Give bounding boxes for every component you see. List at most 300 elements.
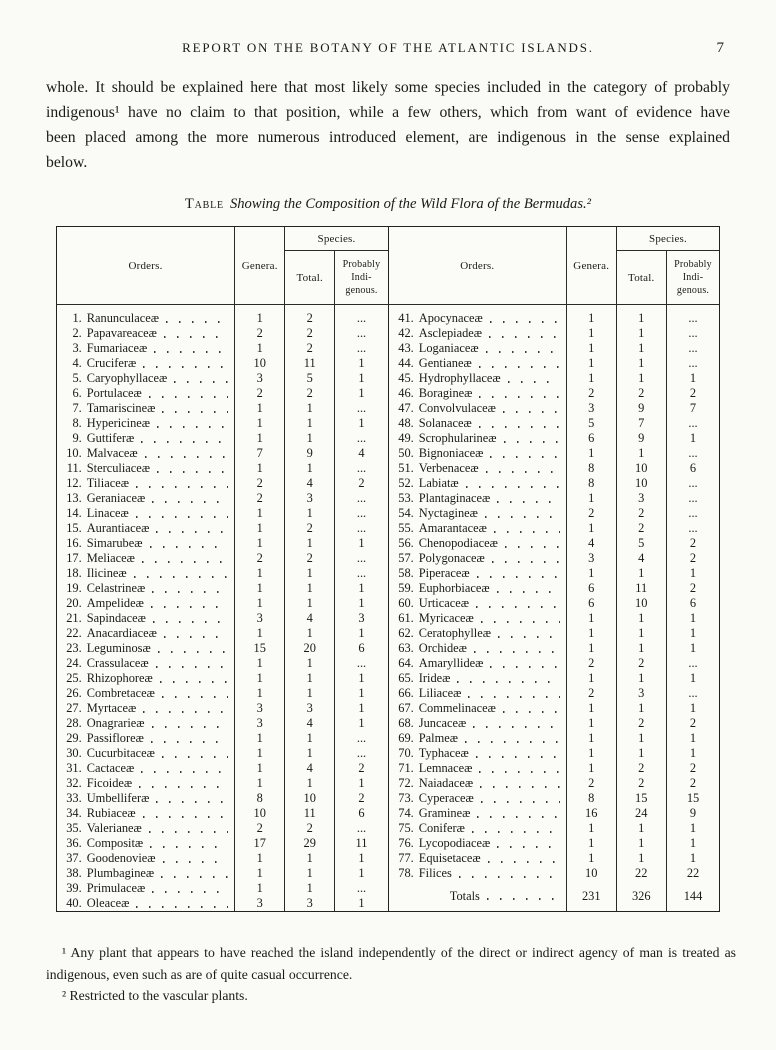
order-cell xyxy=(388,341,566,356)
order-name: Guttiferæ xyxy=(86,431,135,445)
indigenous-cell: ... xyxy=(335,746,388,761)
indigenous-cell: 1 xyxy=(335,581,388,596)
leader-dots xyxy=(472,831,560,833)
order-cell xyxy=(388,506,566,521)
order-cell-content xyxy=(389,791,566,806)
genera-cell: 1 xyxy=(566,731,616,746)
genera-cell: 2 xyxy=(566,386,616,401)
total-cell: 15 xyxy=(616,791,666,806)
order-cell-content xyxy=(389,731,566,746)
indigenous-cell: ... xyxy=(666,521,719,536)
total-cell: 11 xyxy=(285,806,335,821)
leader-dots xyxy=(465,741,560,743)
order-cell-content xyxy=(389,836,566,851)
col-header-probably-indigenous: Probably Indi-genous. xyxy=(666,251,719,305)
order-cell-content xyxy=(57,851,235,866)
table-row xyxy=(57,791,388,806)
col-header-genera: Genera. xyxy=(235,227,285,305)
leader-dots xyxy=(164,636,228,638)
indigenous-cell: 1 xyxy=(335,716,388,731)
order-name: Myricaceæ xyxy=(418,611,474,625)
order-number: 54. xyxy=(398,506,414,520)
indigenous-cell: 1 xyxy=(666,671,719,686)
total-cell: 1 xyxy=(616,566,666,581)
genera-cell: 1 xyxy=(235,881,285,896)
order-number: 47. xyxy=(398,401,414,415)
order-number: 73. xyxy=(398,791,414,805)
leader-dots xyxy=(143,711,228,713)
table-row xyxy=(388,806,719,821)
table-row xyxy=(388,731,719,746)
order-number: 9. xyxy=(72,431,82,445)
indigenous-cell: 1 xyxy=(335,686,388,701)
table-row xyxy=(388,821,719,836)
order-cell xyxy=(388,806,566,821)
order-cell-content xyxy=(57,341,235,356)
genera-cell: 2 xyxy=(235,551,285,566)
genera-cell: 2 xyxy=(235,386,285,401)
order-number: 29. xyxy=(66,731,82,745)
order-name: Typhaceæ xyxy=(418,746,469,760)
order-name: Sapindaceæ xyxy=(86,611,146,625)
table-row xyxy=(388,386,719,401)
indigenous-cell: ... xyxy=(335,431,388,446)
indigenous-cell: 1 xyxy=(666,746,719,761)
leader-dots xyxy=(459,876,560,878)
order-name: Juncaceæ xyxy=(418,716,467,730)
total-cell: 1 xyxy=(285,416,335,431)
order-number: 3. xyxy=(72,341,82,355)
indigenous-cell: 1 xyxy=(666,641,719,656)
flora-table xyxy=(56,226,721,912)
order-name: Piperaceæ xyxy=(418,566,470,580)
leader-dots xyxy=(150,846,228,848)
order-cell-content xyxy=(57,356,235,371)
genera-cell: 8 xyxy=(235,791,285,806)
order-number: 17. xyxy=(66,551,82,565)
order-name: Plantaginaceæ xyxy=(418,491,491,505)
leader-dots xyxy=(492,561,560,563)
order-number: 7. xyxy=(72,401,82,415)
order-name: Onagrarieæ xyxy=(86,716,145,730)
total-cell: 2 xyxy=(285,341,335,356)
order-cell-content xyxy=(389,656,566,671)
order-cell xyxy=(57,596,235,611)
order-number: 33. xyxy=(66,791,82,805)
order-cell-content xyxy=(389,701,566,716)
order-cell-content xyxy=(57,401,235,416)
total-cell: 4 xyxy=(285,761,335,776)
table-row xyxy=(388,476,719,491)
genera-cell: 2 xyxy=(235,821,285,836)
total-cell: 2 xyxy=(616,716,666,731)
indigenous-cell: ... xyxy=(335,821,388,836)
order-cell xyxy=(388,551,566,566)
table-header-left xyxy=(57,227,388,305)
total-cell: 1 xyxy=(616,821,666,836)
total-cell: 22 xyxy=(616,866,666,881)
caption-body: Showing the Composition of the Wild Flora of the Bermudas.² xyxy=(229,196,592,212)
genera-cell: 8 xyxy=(566,461,616,476)
order-cell-content xyxy=(57,416,235,431)
genera-cell: 1 xyxy=(235,776,285,791)
genera-cell: 1 xyxy=(566,566,616,581)
order-number: 57. xyxy=(398,551,414,565)
order-cell xyxy=(57,746,235,761)
order-cell xyxy=(388,356,566,371)
table-row xyxy=(388,431,719,446)
indigenous-cell: ... xyxy=(335,506,388,521)
totals-row xyxy=(388,881,719,911)
indigenous-cell: 6 xyxy=(335,806,388,821)
leader-dots xyxy=(476,756,560,758)
leader-dots xyxy=(473,726,560,728)
indigenous-cell: 1 xyxy=(335,596,388,611)
order-number: 44. xyxy=(398,356,414,370)
order-name: Crassulaceæ xyxy=(86,656,149,670)
order-name: Leguminosæ xyxy=(86,641,151,655)
total-cell: 1 xyxy=(285,866,335,881)
indigenous-cell: 2 xyxy=(666,716,719,731)
col-header-species: Species. xyxy=(616,227,719,251)
order-cell-content xyxy=(57,491,235,506)
table-row xyxy=(57,851,388,866)
table-row xyxy=(57,866,388,881)
order-cell xyxy=(57,641,235,656)
total-cell: 1 xyxy=(616,326,666,341)
leader-dots xyxy=(161,876,228,878)
order-number: 18. xyxy=(66,566,82,580)
order-cell-content xyxy=(389,326,566,341)
indigenous-cell: ... xyxy=(666,656,719,671)
order-cell-content xyxy=(389,641,566,656)
leader-dots xyxy=(134,576,229,578)
order-cell xyxy=(57,791,235,806)
order-name: Aurantiaceæ xyxy=(86,521,150,535)
total-cell: 1 xyxy=(616,626,666,641)
indigenous-cell: 1 xyxy=(335,671,388,686)
total-cell: 1 xyxy=(616,731,666,746)
genera-cell: 2 xyxy=(566,656,616,671)
genera-cell: 3 xyxy=(235,716,285,731)
order-cell xyxy=(388,581,566,596)
indigenous-cell: ... xyxy=(335,461,388,476)
order-cell xyxy=(57,476,235,491)
leader-dots xyxy=(468,696,559,698)
order-name: Gramineæ xyxy=(418,806,471,820)
order-cell xyxy=(388,566,566,581)
genera-cell: 3 xyxy=(566,551,616,566)
indigenous-cell: 2 xyxy=(666,386,719,401)
leader-dots xyxy=(139,786,228,788)
col-header-total: Total. xyxy=(616,251,666,305)
order-number: 77. xyxy=(398,851,414,865)
order-name: Malvaceæ xyxy=(86,446,138,460)
indigenous-cell: 1 xyxy=(335,416,388,431)
order-cell xyxy=(388,611,566,626)
table-row xyxy=(57,476,388,491)
order-number: 8. xyxy=(72,416,82,430)
order-name: Orchideæ xyxy=(418,641,467,655)
total-cell: 7 xyxy=(616,416,666,431)
leader-dots xyxy=(166,321,228,323)
genera-cell: 1 xyxy=(235,506,285,521)
genera-cell: 2 xyxy=(235,326,285,341)
table-row xyxy=(388,656,719,671)
order-number: 2. xyxy=(72,326,82,340)
leader-dots xyxy=(504,441,560,443)
genera-cell: 1 xyxy=(566,746,616,761)
order-cell xyxy=(57,656,235,671)
order-number: 46. xyxy=(398,386,414,400)
order-cell-content xyxy=(389,416,566,431)
total-cell: 1 xyxy=(285,686,335,701)
order-cell-content xyxy=(57,476,235,491)
total-cell: 1 xyxy=(616,746,666,761)
total-cell: 1 xyxy=(285,746,335,761)
indigenous-cell: ... xyxy=(335,401,388,416)
genera-cell: 1 xyxy=(235,461,285,476)
col-header-orders: Orders. xyxy=(57,227,235,305)
leader-dots xyxy=(156,801,228,803)
total-cell: 2 xyxy=(285,386,335,401)
indigenous-cell: 2 xyxy=(666,761,719,776)
leader-dots xyxy=(156,531,228,533)
total-cell: 1 xyxy=(616,341,666,356)
order-cell xyxy=(57,305,235,327)
order-number: 1. xyxy=(72,311,82,325)
table-row xyxy=(57,821,388,836)
page-number: 7 xyxy=(716,40,724,56)
genera-cell: 1 xyxy=(566,326,616,341)
order-cell xyxy=(57,851,235,866)
table-row xyxy=(57,896,388,911)
order-name: Scrophularineæ xyxy=(418,431,497,445)
leader-dots xyxy=(490,456,559,458)
genera-cell: 1 xyxy=(566,701,616,716)
table-row xyxy=(57,626,388,641)
order-cell-content xyxy=(57,776,235,791)
indigenous-cell: 1 xyxy=(335,536,388,551)
order-number: 60. xyxy=(398,596,414,610)
order-cell-content xyxy=(389,581,566,596)
genera-cell: 1 xyxy=(566,371,616,386)
order-name: Tamariscineæ xyxy=(86,401,156,415)
table-row xyxy=(388,866,719,881)
order-name: Liliaceæ xyxy=(418,686,462,700)
order-cell xyxy=(388,446,566,461)
order-name: Cyperaceæ xyxy=(418,791,474,805)
running-header xyxy=(46,40,730,60)
order-number: 64. xyxy=(398,656,414,670)
table-row xyxy=(388,566,719,581)
table-row xyxy=(388,551,719,566)
genera-cell: 1 xyxy=(235,671,285,686)
order-cell xyxy=(57,881,235,896)
order-cell-content xyxy=(389,386,566,401)
order-number: 53. xyxy=(398,491,414,505)
order-name: Umbelliferæ xyxy=(86,791,150,805)
leader-dots xyxy=(466,486,560,488)
table-row xyxy=(388,746,719,761)
order-number: 19. xyxy=(66,581,82,595)
indigenous-cell: 22 xyxy=(666,866,719,881)
total-cell: 1 xyxy=(285,656,335,671)
order-name: Celastrineæ xyxy=(86,581,146,595)
total-cell: 1 xyxy=(285,596,335,611)
genera-cell: 1 xyxy=(235,596,285,611)
leader-dots xyxy=(497,591,560,593)
totals-genera-cell: 231 xyxy=(566,881,616,911)
indigenous-cell: 6 xyxy=(335,641,388,656)
col-header-orders: Orders. xyxy=(388,227,566,305)
order-name: Solanaceæ xyxy=(418,416,472,430)
order-cell xyxy=(57,536,235,551)
table-row xyxy=(388,581,719,596)
table-row xyxy=(388,626,719,641)
order-number: 49. xyxy=(398,431,414,445)
leader-dots xyxy=(163,861,229,863)
table-row xyxy=(57,521,388,536)
total-cell: 3 xyxy=(616,686,666,701)
genera-cell: 1 xyxy=(566,446,616,461)
leader-dots xyxy=(151,741,228,743)
genera-cell: 1 xyxy=(566,341,616,356)
indigenous-cell: 1 xyxy=(335,896,388,911)
leader-dots xyxy=(490,321,560,323)
genera-cell: 17 xyxy=(235,836,285,851)
table-row xyxy=(57,701,388,716)
indigenous-cell: 2 xyxy=(335,791,388,806)
order-cell xyxy=(388,641,566,656)
col-header-genera: Genera. xyxy=(566,227,616,305)
order-cell-content xyxy=(57,626,235,641)
indigenous-cell: 2 xyxy=(335,476,388,491)
table-row xyxy=(57,446,388,461)
order-number: 39. xyxy=(66,881,82,895)
genera-cell: 1 xyxy=(566,716,616,731)
order-name: Ampelideæ xyxy=(86,596,144,610)
indigenous-cell: 6 xyxy=(666,596,719,611)
genera-cell: 1 xyxy=(566,626,616,641)
indigenous-cell: 2 xyxy=(335,761,388,776)
genera-cell: 1 xyxy=(566,521,616,536)
order-name: Equisetaceæ xyxy=(418,851,481,865)
leader-dots xyxy=(152,726,229,728)
total-cell: 1 xyxy=(285,401,335,416)
order-number: 15. xyxy=(66,521,82,535)
leader-dots xyxy=(162,756,228,758)
indigenous-cell: ... xyxy=(666,506,719,521)
table-row xyxy=(388,536,719,551)
table-row xyxy=(57,746,388,761)
table-row xyxy=(388,596,719,611)
total-cell: 1 xyxy=(285,536,335,551)
order-number: 38. xyxy=(66,866,82,880)
order-name: Caryophyllaceæ xyxy=(86,371,168,385)
indigenous-cell: 2 xyxy=(666,536,719,551)
order-number: 14. xyxy=(66,506,82,520)
order-cell-content xyxy=(57,506,235,521)
order-cell-content xyxy=(389,716,566,731)
leader-dots xyxy=(141,441,228,443)
order-number: 16. xyxy=(66,536,82,550)
order-number: 25. xyxy=(66,671,82,685)
leader-dots xyxy=(156,666,229,668)
genera-cell: 1 xyxy=(566,491,616,506)
leader-dots xyxy=(164,336,228,338)
order-cell-content xyxy=(57,821,235,836)
leader-dots xyxy=(141,771,228,773)
order-number: 43. xyxy=(398,341,414,355)
order-cell-content xyxy=(389,806,566,821)
order-cell xyxy=(57,341,235,356)
order-cell-content xyxy=(57,896,235,911)
total-cell: 4 xyxy=(616,551,666,566)
table-row xyxy=(388,686,719,701)
order-number: 67. xyxy=(398,701,414,715)
order-cell xyxy=(388,305,566,327)
order-cell-content xyxy=(389,401,566,416)
order-name: Plumbagineæ xyxy=(86,866,155,880)
total-cell: 2 xyxy=(285,326,335,341)
genera-cell: 3 xyxy=(235,896,285,911)
table-row xyxy=(388,836,719,851)
order-cell-content xyxy=(389,626,566,641)
total-cell: 9 xyxy=(616,431,666,446)
table-row xyxy=(388,506,719,521)
indigenous-cell: 1 xyxy=(666,626,719,641)
order-cell-content xyxy=(57,656,235,671)
total-cell: 24 xyxy=(616,806,666,821)
genera-cell: 1 xyxy=(235,401,285,416)
total-cell: 2 xyxy=(285,521,335,536)
table-row xyxy=(57,806,388,821)
order-number: 24. xyxy=(66,656,82,670)
order-cell-content xyxy=(389,851,566,866)
table-row xyxy=(57,611,388,626)
totals-total-cell: 326 xyxy=(616,881,666,911)
leader-dots xyxy=(136,486,228,488)
order-cell xyxy=(57,326,235,341)
table-row xyxy=(388,521,719,536)
total-cell: 2 xyxy=(285,821,335,836)
leader-dots xyxy=(157,426,228,428)
indigenous-cell: ... xyxy=(335,305,388,327)
order-name: Hypericineæ xyxy=(86,416,151,430)
order-name: Ficoideæ xyxy=(86,776,133,790)
order-name: Cucurbitaceæ xyxy=(86,746,155,760)
indigenous-cell: 2 xyxy=(666,581,719,596)
leader-dots xyxy=(497,501,559,503)
order-number: 32. xyxy=(66,776,82,790)
leader-dots xyxy=(490,666,559,668)
leader-dots xyxy=(457,681,559,683)
order-cell-content xyxy=(389,746,566,761)
order-number: 71. xyxy=(398,761,414,775)
footnote-2: ² Restricted to the vascular plants. xyxy=(62,988,248,1003)
order-cell xyxy=(57,761,235,776)
order-number: 40. xyxy=(66,896,82,910)
order-cell-content xyxy=(57,746,235,761)
total-cell: 1 xyxy=(616,671,666,686)
order-name: Palmeæ xyxy=(418,731,458,745)
col-header-species: Species. xyxy=(285,227,388,251)
genera-cell: 2 xyxy=(566,506,616,521)
order-name: Filices xyxy=(418,866,452,880)
order-name: Lycopodiaceæ xyxy=(418,836,491,850)
indigenous-cell: ... xyxy=(335,731,388,746)
